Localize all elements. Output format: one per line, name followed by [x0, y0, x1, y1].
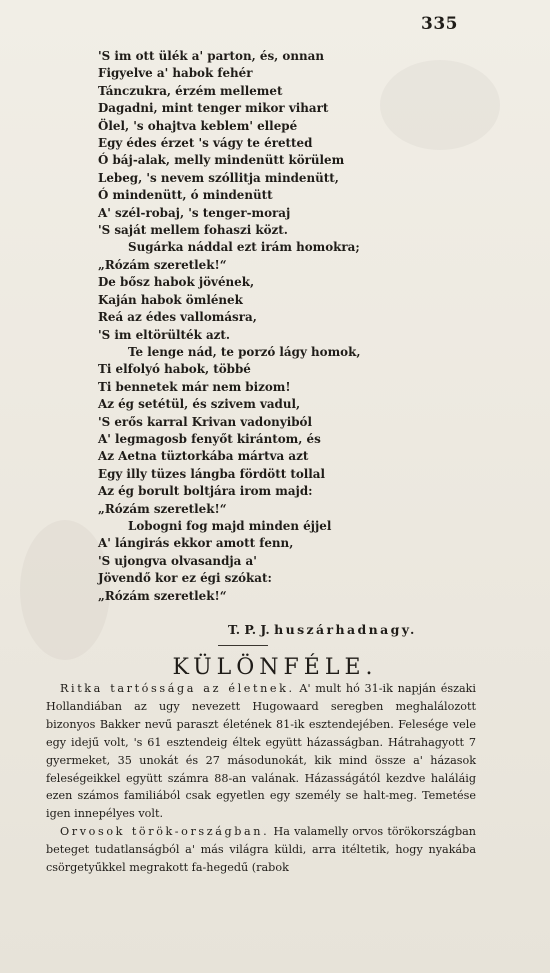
news-item [46, 680, 476, 823]
poem-line: Tánczukra, érzém mellemet [98, 83, 283, 98]
poem-line: A' legmagosb fenyőt kirántom, és [98, 431, 321, 446]
poem-stanza [98, 518, 398, 605]
poem-line: Lobogni fog majd minden éjjel [128, 518, 332, 533]
poem-line: Az ég setétül, és szivem vadul, [98, 397, 301, 412]
poem-signature [228, 622, 417, 637]
poem-line: Ti elfolyó habok, többé [98, 362, 251, 377]
poem-line: Egy édes érzet 's vágy te éretted [98, 136, 313, 151]
poem-line: A' szél-robaj, 's tenger-moraj [98, 205, 291, 220]
poem-line: Az ég borult boltjára irom majd: [98, 484, 313, 499]
page-number: 335 [421, 14, 458, 34]
poem-line: Ó mindenütt, ó mindenütt [98, 188, 273, 203]
poem [98, 48, 398, 605]
poem-line: Dagadni, mint tenger mikor vihart [98, 101, 329, 116]
paper-stain [380, 60, 500, 150]
poem-line: De bősz habok jövének, [98, 275, 255, 290]
poem-line: „Rózám szeretlek!“ [98, 588, 227, 603]
poem-line: 'S ujongva olvasandja a' [98, 553, 257, 568]
poem-line: Reá az édes vallomásra, [98, 310, 257, 325]
author-initials: T. P. J. [228, 622, 270, 637]
news-item-heading: Ritka tartóssága az életnek. [60, 682, 295, 695]
poem-line: Ti bennetek már nem bizom! [98, 379, 291, 394]
section-divider [218, 645, 268, 646]
poem-stanza [98, 239, 398, 343]
news-item-heading: Orvosok török-országban. [60, 825, 270, 839]
poem-stanza [98, 48, 398, 239]
poem-line: A' lángirás ekkor amott fenn, [98, 536, 294, 551]
poem-line: 'S saját mellem fohaszi közt. [98, 223, 288, 238]
poem-line: Ölel, 's ohajtva keblem' ellepé [98, 118, 298, 133]
poem-line: Az Aetna tüztorkába mártva azt [98, 449, 309, 464]
poem-line: Sugárka náddal ezt irám homokra; [128, 240, 360, 255]
poem-line: Egy illy tüzes lángba fördött tollal [98, 466, 326, 481]
poem-line: 'S im ott ülék a' parton, és, onnan [98, 49, 324, 63]
news-item-body: Ha valamelly orvos törökországban beteget tudatlanságból a' más világra küldi, arra itéltetik, hogy nyakába csörgetyűkkel megrakott fa-hegedű (rabok [46, 825, 476, 875]
poem-line: „Rózám szeretlek!“ [98, 257, 227, 272]
section-title: KÜLÖNFÉLE. [172, 655, 378, 680]
news-item-body: A' mult hó 31-ik napján északi Hollandiában az ugy nevezett Hugowaard seregben meghalálozott bizonyos Bakker nevű paraszt életének 81-ik esztendejében. Felesége vele egy idejű volt, 's 61 esztendeig éltek együtt házasságban. Hátrahagyott 7 gyermeket, 35 unokát és 27 másodunokát, kik mind össze a' házasok feleségeikkel együtt számra 88-an valának. Házasságától kezdve haláláig ezen számos familiából csak egyetlen egy személy se halt-meg. Temetése igen innepélyes volt. [46, 682, 476, 821]
poem-line: „Rózám szeretlek!“ [98, 501, 227, 516]
poem-stanza [98, 344, 398, 518]
poem-line: 'S im eltörülték azt. [98, 327, 231, 342]
poem-line: Te lenge nád, te porzó lágy homok, [128, 344, 361, 359]
poem-line: Ó báj-alak, melly mindenütt körülem [98, 153, 345, 168]
poem-line: Figyelve a' habok fehér [98, 66, 253, 81]
poem-line: Jövendő kor ez égi szókat: [98, 571, 272, 586]
author-rank: huszárhadnagy. [274, 622, 417, 637]
news-column [46, 680, 476, 877]
news-item [46, 823, 476, 877]
paper-stain [20, 520, 110, 660]
poem-line: Kaján habok ömlének [98, 292, 243, 307]
poem-line: 'S erős karral Krivan vadonyiból [98, 414, 313, 429]
poem-line: Lebeg, 's nevem szóllitja mindenütt, [98, 170, 339, 185]
